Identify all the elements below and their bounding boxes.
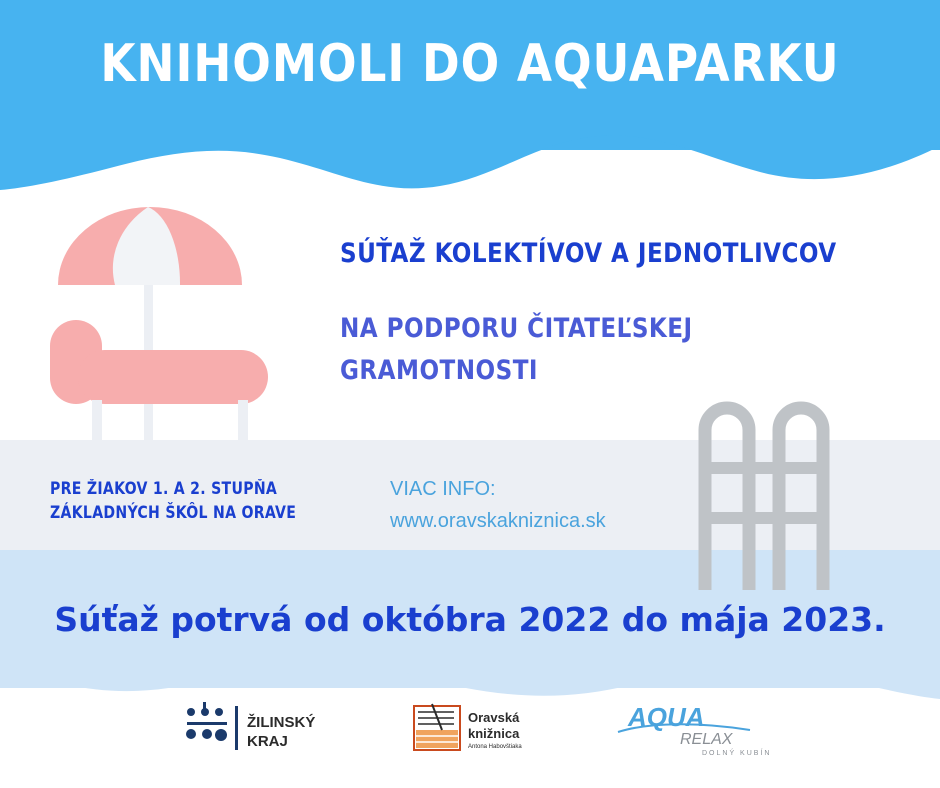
- target-audience-note: PRE ŽIAKOV 1. A 2. STUPŇA ZÁKLADNÝCH ŠKÔL NA ORAVE: [50, 479, 297, 522]
- oravska-logo-line1: Oravská: [468, 710, 520, 725]
- zilinsky-logo-line2: KRAJ: [247, 733, 288, 750]
- headline-secondary: NA PODPORU ČITATEĽSKEJ GRAMOTNOSTI: [340, 313, 693, 386]
- page-title: KNIHOMOLI DO AQUAPARKU: [100, 34, 840, 94]
- headline-primary: SÚŤAŽ KOLEKTÍVOV A JEDNOTLIVCOV: [340, 238, 837, 269]
- duration-text: Súťaž potrvá od októbra 2022 do mája 2023.: [54, 600, 886, 639]
- top-wave: [0, 110, 940, 200]
- more-info-label: VIAC INFO:: [390, 478, 496, 500]
- aqua-logo-line2: RELAX: [680, 731, 733, 748]
- logos-row: [0, 700, 940, 780]
- more-info-url[interactable]: www.oravskakniznica.sk: [390, 510, 606, 532]
- oravska-logo-line3: Antona Habovštiaka: [468, 744, 522, 750]
- aqua-logo-line1: AQUA: [628, 702, 705, 732]
- pool-ladder-icon: [675, 390, 835, 590]
- zilinsky-kraj-logo: [175, 700, 325, 762]
- beach-chair-umbrella-icon: [40, 190, 320, 460]
- more-info-block: [390, 473, 606, 537]
- aqua-relax-logo: [610, 700, 800, 762]
- aqua-logo-line3: DOLNÝ KUBÍN: [702, 750, 772, 757]
- oravska-kniznica-logo: [408, 700, 558, 762]
- oravska-logo-line2: knižnica: [468, 726, 520, 741]
- zilinsky-logo-line1: ŽILINSKÝ: [247, 714, 316, 731]
